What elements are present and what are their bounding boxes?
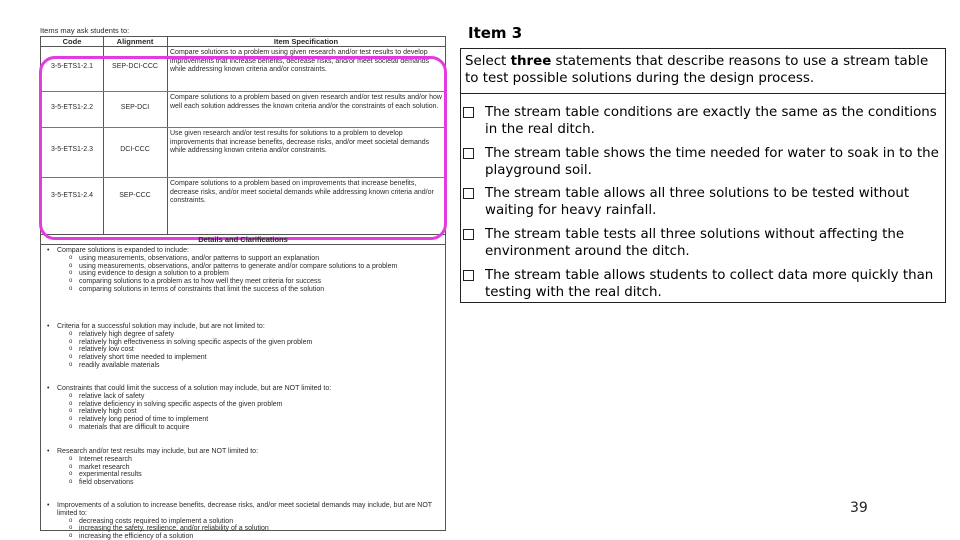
intro-text: Items may ask students to: [40,26,130,35]
list-item: o experimental results [69,471,441,479]
list-item: o relatively long period of time to implement [69,416,441,424]
choice-text: The stream table allows all three solutions to be tested without waiting for heavy rainfall. [485,186,910,218]
checkbox[interactable] [463,229,474,240]
table-header-row [41,37,445,47]
item-specification-document [38,26,448,540]
choice-text: The stream table allows students to collect data more quickly than testing with the real ditch. [485,268,934,300]
answer-choice-1[interactable] [463,104,943,142]
header-code: Code [62,37,82,46]
checkbox[interactable] [463,188,474,199]
answer-choice-4[interactable] [463,226,943,264]
divider [461,93,945,94]
row-specification: Use given research and/or test results for solutions to a problem to develop improvements that increase benefits, decrease risks, and/or meet societal demands while addressing known criteria and/or constraints. [170,130,430,154]
list-item: o relatively low cost [69,346,441,354]
list-item: o market research [69,464,441,472]
list-item: o relatively high effectiveness in solving specific aspects of the given problem [69,339,441,347]
checkbox[interactable] [463,270,474,281]
header-alignment: Alignment [116,37,154,46]
details-and-clarifications [40,235,446,540]
list-item: o relatively high degree of safety [69,331,441,339]
list-item: o field observations [69,479,441,487]
list-item: o relative lack of safety [69,393,441,401]
row-code: 3-5-ETS1-2.4 [50,192,94,199]
highlight-annotation [39,56,447,240]
answer-choice-2[interactable] [463,145,943,183]
list-item: o using evidence to design a solution to a problem [69,270,441,278]
details-section-constraints [47,385,441,432]
prompt-text-end: statements that describe reasons to use a stream table to test possible solutions during the design process. [465,54,929,86]
row-code: 3-5-ETS1-2.3 [50,146,94,153]
list-item: o relatively high cost [69,408,441,416]
details-section-research [47,448,441,487]
prompt-text-start: Select [465,54,511,69]
row-alignment: SEP-DCI [120,104,150,111]
question-prompt [465,53,943,87]
list-item: o readily available materials [69,362,441,370]
list-item: o comparing solutions to a problem as to how well they meet criteria for success [69,278,441,286]
details-title: Details and Clarifications [41,235,445,245]
details-section-criteria [47,323,441,370]
prompt-emphasis: three [510,54,552,69]
header-item-specification: Item Specification [273,37,339,46]
list-item: o relatively short time needed to implement [69,354,441,362]
details-section-compare [47,247,441,294]
item-title: Item 3 [468,24,523,42]
choice-text: The stream table tests all three solutions without affecting the environment around the ditch. [485,227,905,259]
answer-choice-5[interactable] [463,267,943,305]
list-item: o relative deficiency in solving specific aspects of the given problem [69,401,441,409]
row-code: 3-5-ETS1-2.2 [50,104,94,111]
list-item: o using measurements, observations, and/or patterns to support an explanation [69,255,441,263]
checkbox[interactable] [463,148,474,159]
list-item: o comparing solutions in terms of constraints that limit the success of the solution [69,286,441,294]
checkbox[interactable] [463,107,474,118]
details-section-improvements [47,502,441,540]
page-number: 39 [850,500,868,516]
list-item: o decreasing costs required to implement a solution [69,518,441,526]
choice-text: The stream table conditions are exactly the same as the conditions in the real ditch. [485,105,937,137]
list-item: o increasing the safety, resilience, and/or reliability of a solution [69,525,441,533]
choice-text: The stream table shows the time needed for water to soak in to the playground soil. [485,146,939,178]
section-heading: • Constraints that could limit the success of a solution may include, but are NOT limited to: [47,385,441,393]
list-item: o increasing the efficiency of a solution [69,533,441,540]
list-item: o materials that are difficult to acquire [69,424,441,432]
section-heading: • Criteria for a successful solution may include, but are not limited to: [47,323,441,331]
section-heading: • Improvements of a solution to increase benefits, decrease risks, and/or meet societal demands may include, but are NOT limited to: [47,502,441,518]
row-alignment: DCI-CCC [120,146,150,153]
section-heading: • Research and/or test results may include, but are NOT limited to: [47,448,441,456]
answer-choice-3[interactable] [463,185,943,223]
row-specification: Compare solutions to a problem using given research and/or test results to develop improvements that increase benefits, decrease risks, and/or meet societal demands while addressing known criteria and/or constraints. [170,49,430,73]
row-alignment: SEP-DCI-CCC [112,63,158,70]
row-alignment: SEP-CCC [119,192,151,199]
list-item: o Internet research [69,456,441,464]
row-code: 3-5-ETS1-2.1 [50,63,94,70]
row-specification: Compare solutions to a problem based on improvements that increase benefits, decrease risks, and/or meet societal demands while addressing known criteria and/or constraints. [170,180,434,204]
section-heading: • Compare solutions is expanded to include: [47,247,441,255]
row-specification: Compare solutions to a problem based on given research and/or test results and/or how well each solution addresses the known criteria and/or the constraints of each solution. [170,94,442,110]
question-box [460,48,946,303]
list-item: o using measurements, observations, and/or patterns to generate and/or compare solutions to a problem [69,263,441,271]
